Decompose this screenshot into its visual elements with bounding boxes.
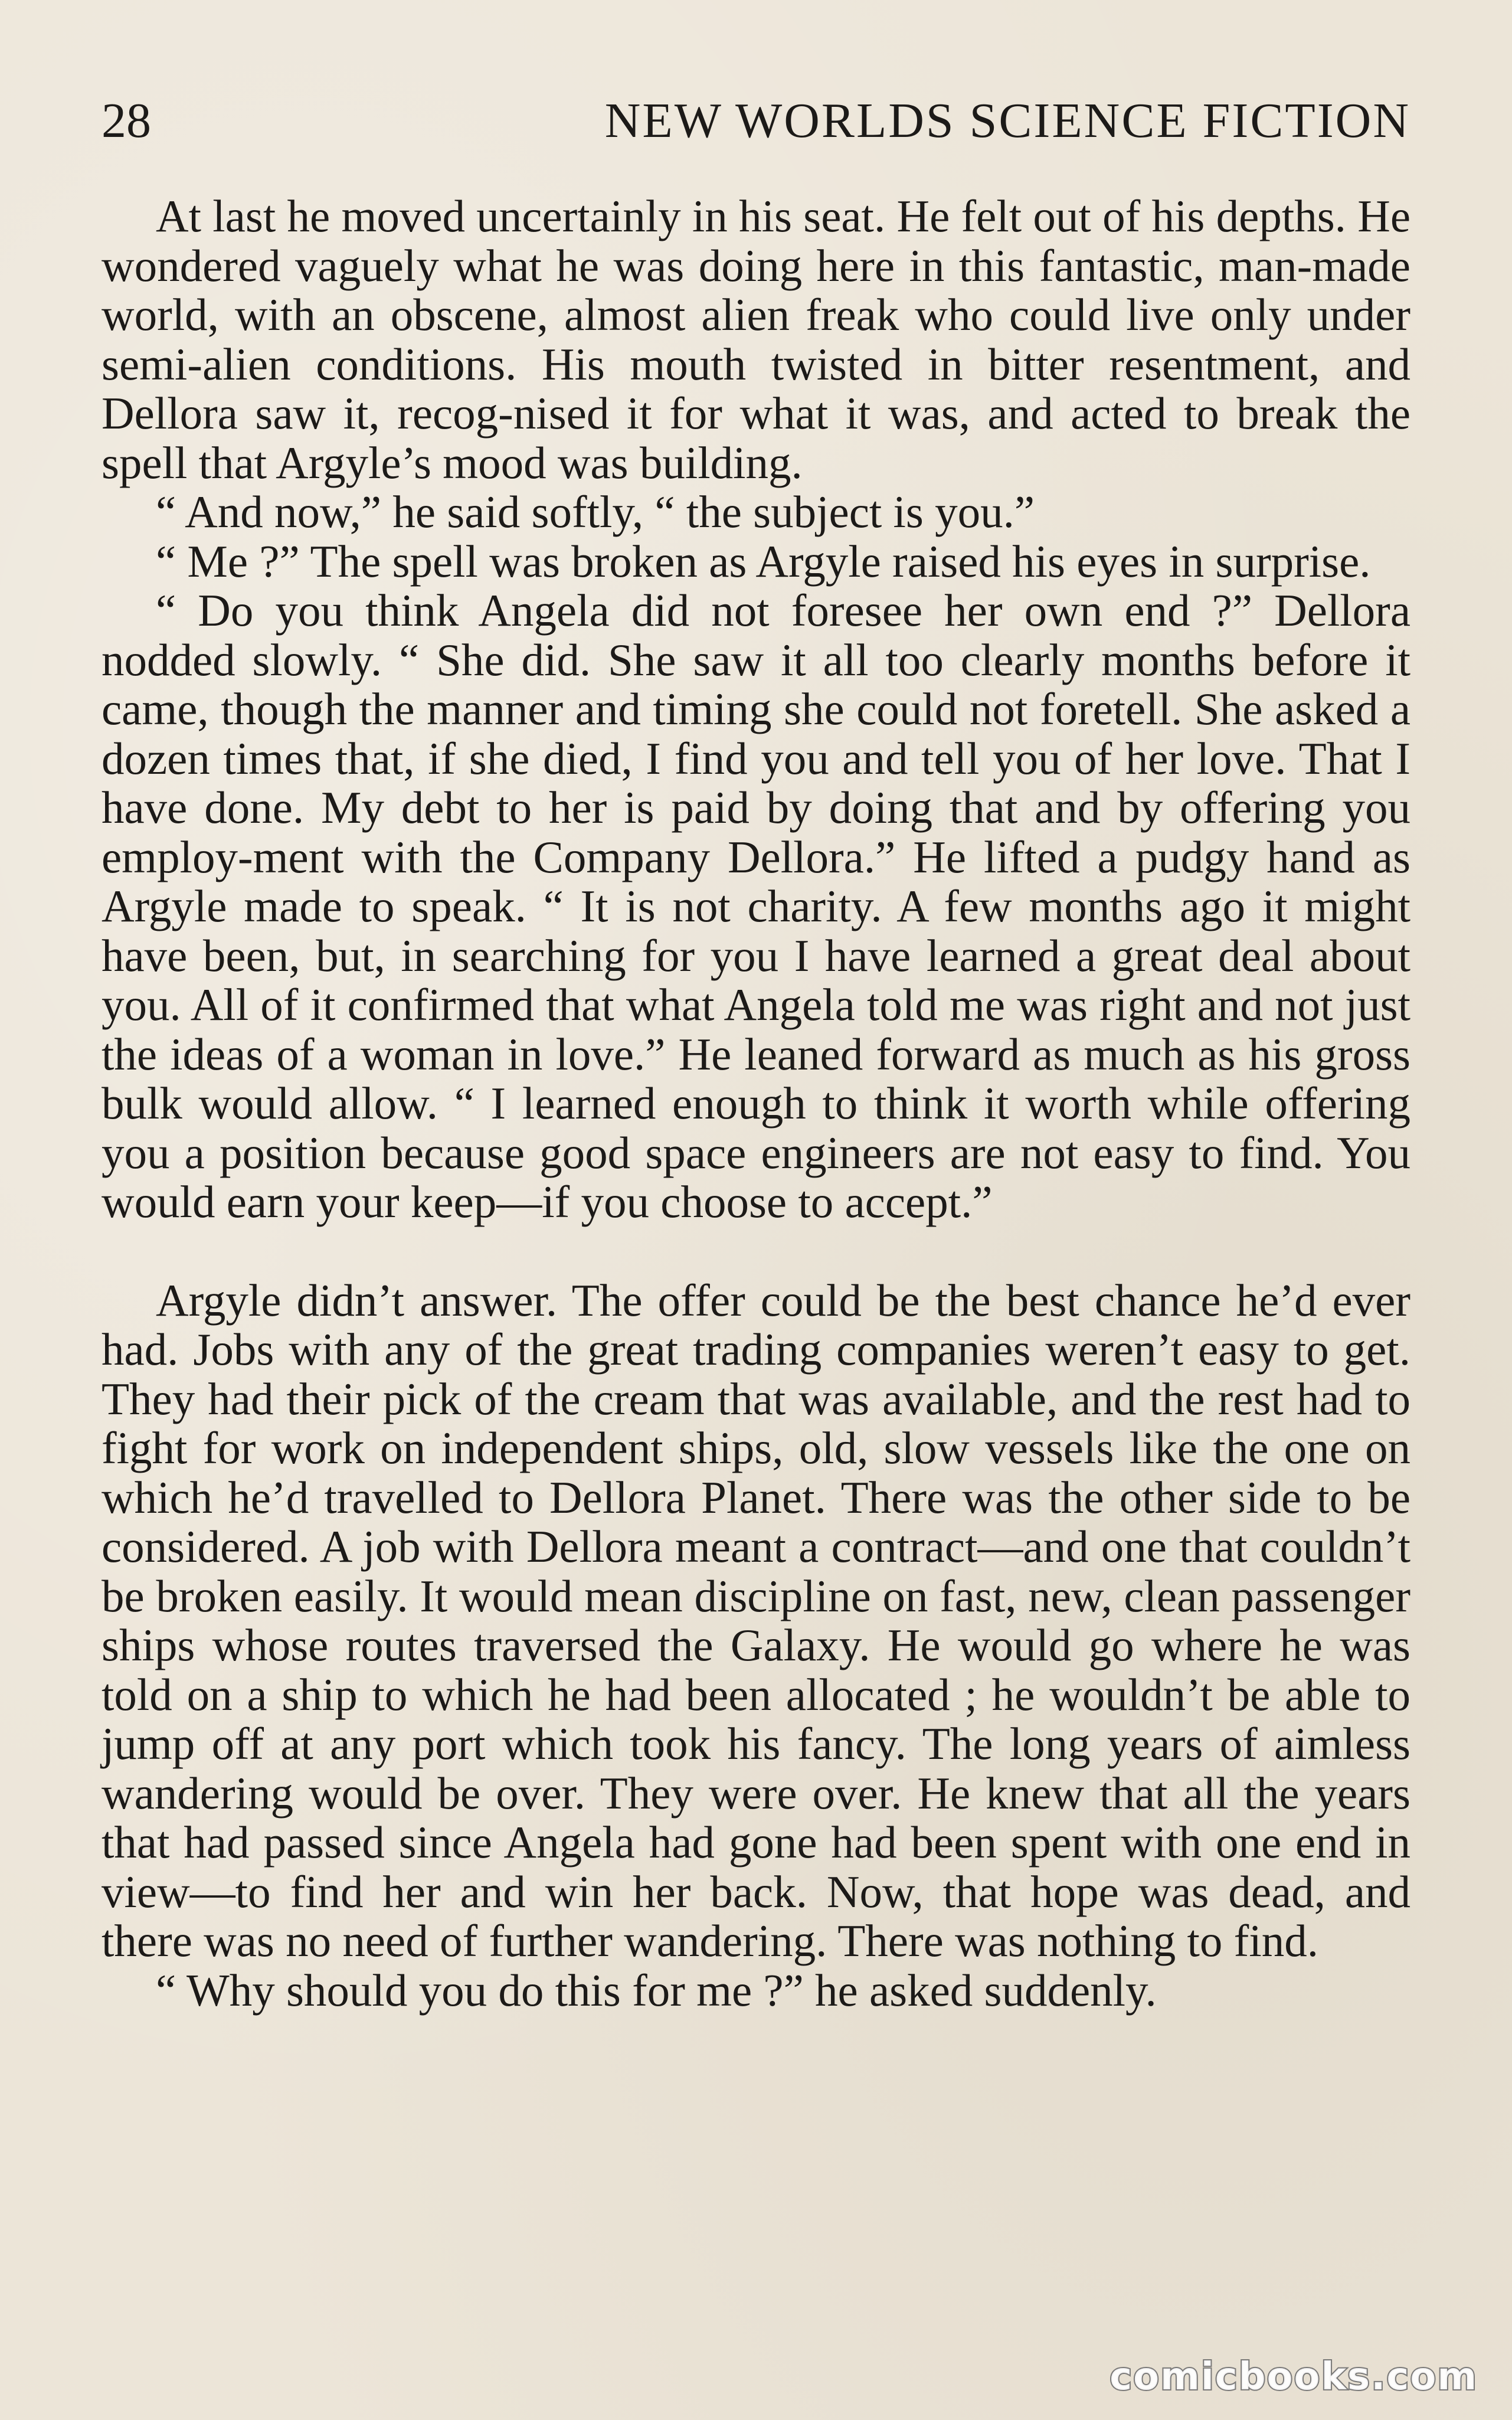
paragraph: “ And now,” he said softly, “ the subject is you.”: [156, 486, 1035, 537]
paragraph: “ Why should you do this for me ?” he asked suddenly.: [156, 1964, 1157, 2016]
paragraph: At last he moved uncertainly in his seat. He felt out of his depths. He wondered vaguely what he was doing here in this fantastic, man-made world, with an obscene, almost alien freak who could live only under semi-alien conditions. His mouth twisted in bitter resentment, and Dellora saw it, recog-nised it for what it was, and acted to break the spell that Argyle’s mood was building.: [102, 191, 1410, 488]
paragraph: “ Do you think Angela did not foresee her own end ?” Dellora nodded slowly. “ She did. She saw it all too clearly months before it came, though the manner and timing she could not foretell. She asked a dozen times that, if she died, I find you and tell you of her love. That I have done. My debt to her is paid by doing that and by offering you employ-ment with the Company Dellora.” He lifted a pudgy hand as Argyle made to speak. “ It is not charity. A few months ago it might have been, but, in searching for you I have learned a great deal about you. All of it confirmed that what Angela told me was right and not just the ideas of a woman in love.” He leaned forward as much as his gross bulk would allow. “ I learned enough to think it worth while offering you a position because good space engineers are not easy to find. You would earn your keep—if you choose to accept.”: [102, 585, 1410, 1227]
paragraph: Argyle didn’t answer. The offer could be the best chance he’d ever had. Jobs with any of the great trading companies weren’t easy to get. They had their pick of the cream that was available, and the rest had to fight for work on independent ships, old, slow vessels like the one on which he’d travelled to Dellora Planet. There was the other side to be considered. A job with Dellora meant a contract—and one that couldn’t be broken easily. It would mean discipline on fast, new, clean passenger ships whose routes traversed the Galaxy. He would go where he was told on a ship to which he had been allocated ; he wouldn’t be able to jump off at any port which took his fancy. The long years of aimless wandering would be over. They were over. He knew that all the years that had passed since Angela had gone had been spent with one end in view—to find her and win her back. Now, that hope was dead, and there was no need of further wandering. There was nothing to find.: [102, 1274, 1410, 1966]
running-title: NEW WORLDS SCIENCE FICTION: [604, 93, 1410, 148]
body-text: [102, 192, 1410, 2015]
page-header: [102, 89, 1410, 153]
page-number: 28: [102, 93, 151, 148]
paragraph: “ Me ?” The spell was broken as Argyle raised his eyes in surprise.: [156, 535, 1371, 587]
watermark-logo: comicbooks.com: [1110, 2355, 1478, 2399]
section-break: [102, 1227, 1410, 1276]
